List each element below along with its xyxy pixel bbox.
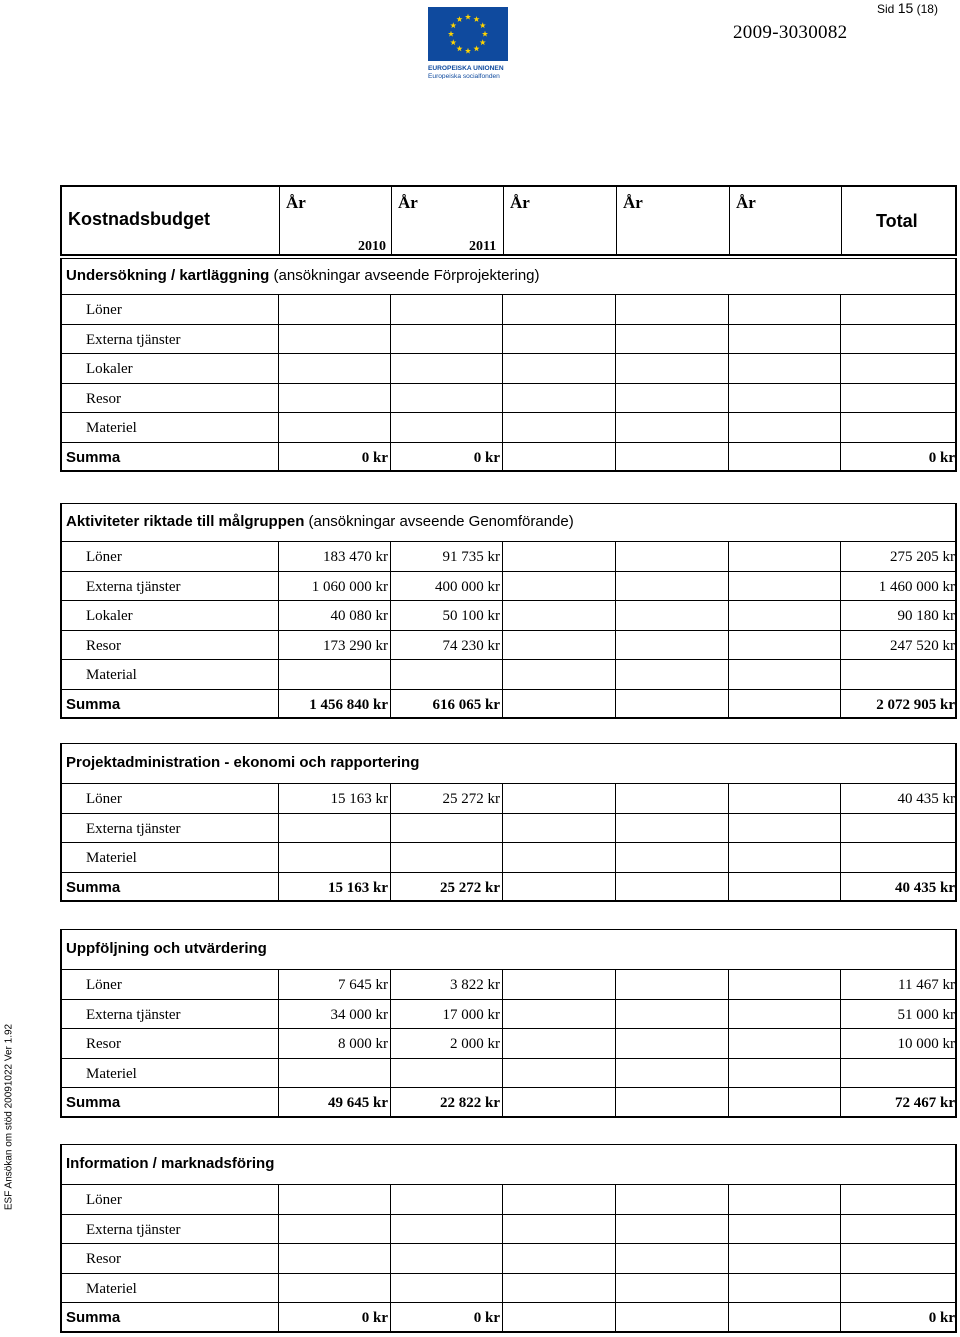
amount-cell[interactable]: [728, 842, 840, 872]
amount-cell[interactable]: 173 290 kr: [278, 630, 390, 660]
amount-cell: [502, 872, 615, 902]
amount-cell[interactable]: [390, 813, 502, 843]
budget-title: Kostnadsbudget: [68, 209, 210, 229]
amount-cell[interactable]: [728, 294, 840, 324]
section-title: [66, 1155, 274, 1172]
amount-cell[interactable]: [502, 1243, 615, 1273]
amount-cell[interactable]: [728, 1214, 840, 1244]
amount-cell[interactable]: [615, 783, 728, 813]
total-cell[interactable]: 11 467 kr: [840, 969, 957, 999]
amount-cell[interactable]: [278, 1184, 390, 1214]
form-version-text: [0, 1017, 14, 1217]
amount-cell: [728, 689, 840, 719]
cost-category-label: Externa tjänster: [60, 571, 278, 601]
summary-label: Summa: [60, 442, 278, 472]
amount-cell[interactable]: [390, 353, 502, 383]
amount-cell[interactable]: [390, 383, 502, 413]
amount-cell: 49 645 kr: [278, 1087, 390, 1117]
amount-cell[interactable]: 15 163 kr: [278, 783, 390, 813]
page-total: (18): [916, 2, 938, 16]
col-divider: [729, 187, 730, 254]
year-label: År: [510, 193, 530, 212]
document-id: 2009-3030082: [733, 22, 848, 43]
amount-cell: 22 822 kr: [390, 1087, 502, 1117]
total-cell[interactable]: 247 520 kr: [840, 630, 957, 660]
amount-cell[interactable]: [728, 659, 840, 689]
amount-cell[interactable]: [615, 294, 728, 324]
amount-cell[interactable]: [728, 1243, 840, 1273]
total-cell: 2 072 905 kr: [840, 689, 957, 719]
year-label: År: [623, 193, 643, 212]
amount-cell[interactable]: [502, 541, 615, 571]
amount-cell[interactable]: [502, 1028, 615, 1058]
cost-category-label: Externa tjänster: [60, 1214, 278, 1244]
summary-row: [60, 872, 957, 902]
amount-cell[interactable]: [728, 324, 840, 354]
budget-row: [60, 294, 957, 324]
amount-cell[interactable]: [502, 600, 615, 630]
budget-row: [60, 842, 957, 872]
amount-cell[interactable]: [390, 659, 502, 689]
budget-row: [60, 324, 957, 354]
amount-cell[interactable]: [502, 1184, 615, 1214]
eu-logo: [428, 7, 508, 79]
total-cell[interactable]: [840, 1184, 957, 1214]
amount-cell[interactable]: [615, 324, 728, 354]
amount-cell[interactable]: [278, 383, 390, 413]
amount-cell[interactable]: [390, 294, 502, 324]
amount-cell[interactable]: [728, 969, 840, 999]
cost-category-label: Material: [60, 659, 278, 689]
amount-cell[interactable]: [390, 324, 502, 354]
section-title-main: Information / marknadsföring: [66, 1155, 275, 1172]
section-title-main: Aktiviteter riktade till målgruppen: [66, 513, 305, 530]
page-label: Sid: [877, 2, 895, 16]
total-cell[interactable]: 1 460 000 kr: [840, 571, 957, 601]
eu-logo-line2: Europeiska socialfonden: [428, 73, 500, 79]
amount-cell: 25 272 kr: [390, 872, 502, 902]
amount-cell[interactable]: [615, 1028, 728, 1058]
amount-cell[interactable]: [278, 813, 390, 843]
amount-cell[interactable]: [502, 969, 615, 999]
total-cell[interactable]: 51 000 kr: [840, 999, 957, 1029]
amount-cell[interactable]: [615, 969, 728, 999]
amount-cell[interactable]: 7 645 kr: [278, 969, 390, 999]
total-cell[interactable]: [840, 1058, 957, 1088]
section-title: [66, 513, 574, 530]
amount-cell: 0 kr: [278, 442, 390, 472]
budget-row: [60, 1184, 957, 1214]
amount-cell[interactable]: [728, 1058, 840, 1088]
total-cell[interactable]: 10 000 kr: [840, 1028, 957, 1058]
amount-cell[interactable]: [502, 324, 615, 354]
amount-cell[interactable]: 183 470 kr: [278, 541, 390, 571]
amount-cell[interactable]: [390, 1243, 502, 1273]
amount-cell[interactable]: [615, 1214, 728, 1244]
amount-cell: [502, 689, 615, 719]
amount-cell[interactable]: [502, 1214, 615, 1244]
form-version-label: ESF Ansökan om stöd 20091022 Ver 1.92: [3, 1023, 15, 1211]
amount-cell: [502, 1302, 615, 1332]
summary-label: Summa: [60, 1302, 278, 1332]
cost-category-label: Löner: [60, 969, 278, 999]
budget-row: [60, 383, 957, 413]
amount-cell[interactable]: [278, 842, 390, 872]
col-divider: [616, 187, 617, 254]
cost-category-label: Löner: [60, 1184, 278, 1214]
cost-category-label: Materiel: [60, 1058, 278, 1088]
budget-row: [60, 659, 957, 689]
total-cell[interactable]: [840, 1273, 957, 1303]
section-title-main: Undersökning / kartläggning: [66, 267, 270, 284]
amount-cell[interactable]: [728, 783, 840, 813]
col-divider: [391, 187, 392, 254]
cost-category-label: Lokaler: [60, 600, 278, 630]
budget-row: [60, 969, 957, 999]
cost-category-label: Resor: [60, 630, 278, 660]
amount-cell[interactable]: 34 000 kr: [278, 999, 390, 1029]
amount-cell[interactable]: 3 822 kr: [390, 969, 502, 999]
amount-cell[interactable]: [278, 324, 390, 354]
amount-cell[interactable]: [502, 783, 615, 813]
amount-cell[interactable]: 8 000 kr: [278, 1028, 390, 1058]
amount-cell: [728, 872, 840, 902]
amount-cell: [502, 442, 615, 472]
col-divider: [841, 187, 842, 254]
total-cell: 0 kr: [840, 1302, 957, 1332]
amount-cell: [615, 872, 728, 902]
amount-cell[interactable]: [728, 1028, 840, 1058]
amount-cell[interactable]: [502, 659, 615, 689]
amount-cell[interactable]: [728, 353, 840, 383]
amount-cell[interactable]: [615, 1058, 728, 1088]
total-cell[interactable]: [840, 659, 957, 689]
budget-row: [60, 412, 957, 442]
year-label: År: [286, 193, 306, 212]
amount-cell[interactable]: [390, 1273, 502, 1303]
amount-cell[interactable]: [615, 1184, 728, 1214]
amount-cell[interactable]: [502, 412, 615, 442]
year-value: 2011: [469, 239, 497, 254]
summary-row: [60, 689, 957, 719]
amount-cell[interactable]: 25 272 kr: [390, 783, 502, 813]
amount-cell[interactable]: [728, 630, 840, 660]
budget-row: [60, 600, 957, 630]
cost-category-label: Lokaler: [60, 353, 278, 383]
summary-label: Summa: [60, 689, 278, 719]
budget-row: [60, 783, 957, 813]
total-cell[interactable]: [840, 353, 957, 383]
budget-row: [60, 1273, 957, 1303]
amount-cell[interactable]: 2 000 kr: [390, 1028, 502, 1058]
budget-row: [60, 353, 957, 383]
summary-label: Summa: [60, 1087, 278, 1117]
amount-cell[interactable]: [615, 630, 728, 660]
amount-cell[interactable]: [278, 412, 390, 442]
amount-cell: [615, 1087, 728, 1117]
amount-cell[interactable]: [615, 353, 728, 383]
amount-cell[interactable]: 74 230 kr: [390, 630, 502, 660]
total-cell[interactable]: [840, 383, 957, 413]
amount-cell[interactable]: 91 735 kr: [390, 541, 502, 571]
year-label: År: [736, 193, 756, 212]
total-cell[interactable]: 275 205 kr: [840, 541, 957, 571]
amount-cell: [728, 1302, 840, 1332]
amount-cell: [615, 442, 728, 472]
budget-row: [60, 999, 957, 1029]
amount-cell[interactable]: [502, 1058, 615, 1088]
total-cell[interactable]: [840, 842, 957, 872]
cost-category-label: Löner: [60, 783, 278, 813]
eu-logo-line1: EUROPEISKA UNIONEN: [428, 65, 504, 72]
amount-cell[interactable]: [615, 1243, 728, 1273]
section-title-note: (ansökningar avseende Genomförande): [304, 513, 574, 530]
total-cell: 0 kr: [840, 442, 957, 472]
amount-cell[interactable]: [728, 1184, 840, 1214]
amount-cell[interactable]: 17 000 kr: [390, 999, 502, 1029]
summary-label: Summa: [60, 872, 278, 902]
cost-category-label: Externa tjänster: [60, 813, 278, 843]
section-title: [66, 267, 540, 284]
col-divider: [279, 187, 280, 254]
amount-cell[interactable]: [728, 383, 840, 413]
amount-cell[interactable]: [615, 383, 728, 413]
amount-cell[interactable]: [615, 1273, 728, 1303]
amount-cell[interactable]: [278, 294, 390, 324]
amount-cell[interactable]: [502, 294, 615, 324]
total-cell: 40 435 kr: [840, 872, 957, 902]
amount-cell[interactable]: [278, 1058, 390, 1088]
total-header: Total: [876, 211, 918, 231]
amount-cell[interactable]: [390, 1214, 502, 1244]
budget-row: [60, 571, 957, 601]
amount-cell[interactable]: [615, 412, 728, 442]
amount-cell: 0 kr: [390, 442, 502, 472]
amount-cell[interactable]: [502, 1273, 615, 1303]
cost-category-label: Externa tjänster: [60, 999, 278, 1029]
col-divider: [503, 187, 504, 254]
amount-cell[interactable]: [615, 999, 728, 1029]
amount-cell[interactable]: [390, 1058, 502, 1088]
amount-cell: [615, 689, 728, 719]
total-cell[interactable]: [840, 1214, 957, 1244]
amount-cell: [502, 1087, 615, 1117]
summary-row: [60, 1302, 957, 1332]
total-cell[interactable]: [840, 813, 957, 843]
amount-cell[interactable]: [502, 842, 615, 872]
amount-cell[interactable]: [728, 999, 840, 1029]
cost-category-label: Materiel: [60, 842, 278, 872]
cost-category-label: Materiel: [60, 412, 278, 442]
amount-cell[interactable]: [502, 383, 615, 413]
total-cell[interactable]: 40 435 kr: [840, 783, 957, 813]
amount-cell[interactable]: [502, 630, 615, 660]
amount-cell: [728, 1087, 840, 1117]
summary-row: [60, 1087, 957, 1117]
budget-row: [60, 1058, 957, 1088]
amount-cell: [728, 442, 840, 472]
amount-cell[interactable]: 40 080 kr: [278, 600, 390, 630]
cost-category-label: Löner: [60, 541, 278, 571]
section-title: [66, 754, 419, 771]
summary-row: [60, 442, 957, 472]
amount-cell[interactable]: [728, 1273, 840, 1303]
year-value: 2010: [358, 239, 386, 254]
amount-cell[interactable]: 400 000 kr: [390, 571, 502, 601]
page-current: 15: [897, 0, 914, 16]
section-title-main: Uppföljning och utvärdering: [66, 940, 267, 957]
amount-cell[interactable]: [502, 999, 615, 1029]
total-cell[interactable]: [840, 1243, 957, 1273]
budget-row: [60, 813, 957, 843]
amount-cell[interactable]: [502, 813, 615, 843]
total-cell[interactable]: [840, 324, 957, 354]
amount-cell[interactable]: [278, 1243, 390, 1273]
amount-cell[interactable]: [615, 600, 728, 630]
amount-cell: 0 kr: [278, 1302, 390, 1332]
amount-cell[interactable]: [615, 842, 728, 872]
amount-cell[interactable]: 50 100 kr: [390, 600, 502, 630]
year-label: År: [398, 193, 418, 212]
budget-row: [60, 541, 957, 571]
amount-cell: 1 456 840 kr: [278, 689, 390, 719]
section-title: [66, 940, 267, 957]
budget-row: [60, 1243, 957, 1273]
cost-category-label: Materiel: [60, 1273, 278, 1303]
amount-cell[interactable]: [728, 571, 840, 601]
total-cell[interactable]: 90 180 kr: [840, 600, 957, 630]
amount-cell[interactable]: [615, 541, 728, 571]
amount-cell[interactable]: [502, 571, 615, 601]
cost-category-label: Externa tjänster: [60, 324, 278, 354]
amount-cell: 15 163 kr: [278, 872, 390, 902]
amount-cell: [615, 1302, 728, 1332]
budget-row: [60, 1214, 957, 1244]
amount-cell[interactable]: [728, 541, 840, 571]
amount-cell[interactable]: [502, 353, 615, 383]
amount-cell[interactable]: [728, 813, 840, 843]
budget-row: [60, 630, 957, 660]
amount-cell[interactable]: [728, 600, 840, 630]
budget-row: [60, 1028, 957, 1058]
total-cell[interactable]: [840, 294, 957, 324]
amount-cell[interactable]: [615, 659, 728, 689]
budget-header: [60, 185, 957, 256]
cost-category-label: Resor: [60, 383, 278, 413]
amount-cell[interactable]: [390, 1184, 502, 1214]
cost-category-label: Resor: [60, 1243, 278, 1273]
amount-cell[interactable]: [278, 1214, 390, 1244]
amount-cell[interactable]: [390, 412, 502, 442]
amount-cell: 0 kr: [390, 1302, 502, 1332]
amount-cell[interactable]: [278, 659, 390, 689]
amount-cell[interactable]: [615, 813, 728, 843]
total-cell[interactable]: [840, 412, 957, 442]
amount-cell: 616 065 kr: [390, 689, 502, 719]
amount-cell[interactable]: [615, 571, 728, 601]
amount-cell[interactable]: 1 060 000 kr: [278, 571, 390, 601]
amount-cell[interactable]: [390, 842, 502, 872]
total-cell: 72 467 kr: [840, 1087, 957, 1117]
cost-category-label: Löner: [60, 294, 278, 324]
section-title-main: Projektadministration - ekonomi och rapportering: [66, 754, 420, 771]
amount-cell[interactable]: [728, 412, 840, 442]
section-title-note: (ansökningar avseende Förprojektering): [269, 267, 540, 284]
amount-cell[interactable]: [278, 353, 390, 383]
page-number: [877, 0, 957, 16]
cost-category-label: Resor: [60, 1028, 278, 1058]
amount-cell[interactable]: [278, 1273, 390, 1303]
eu-flag-icon: [428, 7, 508, 79]
